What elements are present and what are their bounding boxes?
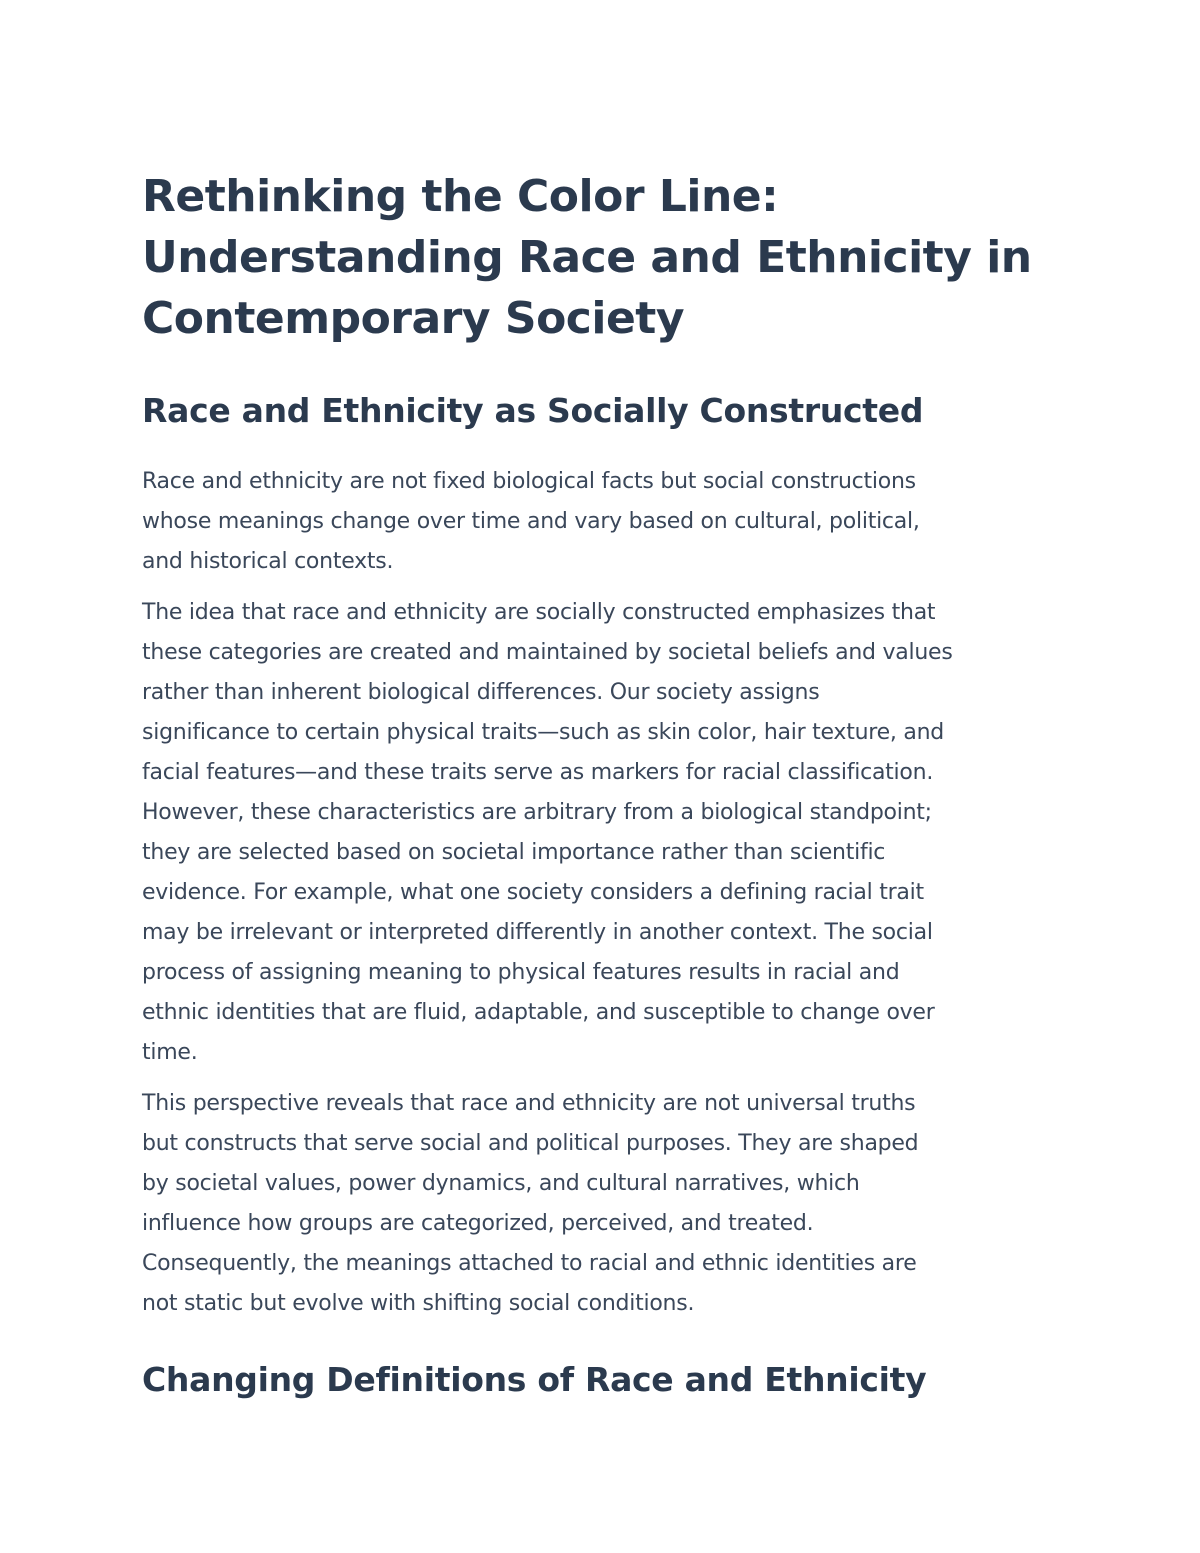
paragraph-intro <box>142 462 1072 582</box>
paragraph-line: facial features—and these traits serve as markers for racial classification. <box>142 760 934 785</box>
paragraph-line: not static but evolve with shifting social conditions. <box>142 1291 695 1316</box>
title-line: Understanding Race and Ethnicity in <box>142 232 1032 283</box>
document-title <box>142 166 1072 349</box>
paragraph-line: The idea that race and ethnicity are socially constructed emphasizes that <box>142 600 936 625</box>
paragraph-line: This perspective reveals that race and ethnicity are not universal truths <box>142 1091 916 1116</box>
paragraph-line: significance to certain physical traits—such as skin color, hair texture, and <box>142 720 944 745</box>
paragraph-line: but constructs that serve social and political purposes. They are shaped <box>142 1131 919 1156</box>
paragraph-line: evidence. For example, what one society considers a defining racial trait <box>142 880 924 905</box>
section-heading-socially-constructed: Race and Ethnicity as Socially Constructed <box>142 391 924 430</box>
section-heading-changing-definitions: Changing Definitions of Race and Ethnicity <box>142 1360 927 1399</box>
paragraph-perspective <box>142 1084 1072 1324</box>
paragraph-line: and historical contexts. <box>142 549 394 574</box>
title-line: Contemporary Society <box>142 293 685 344</box>
title-line: Rethinking the Color Line: <box>142 171 779 222</box>
paragraph-line: time. <box>142 1040 198 1065</box>
paragraph-line: whose meanings change over time and vary based on cultural, political, <box>142 509 920 534</box>
paragraph-line: rather than inherent biological differences. Our society assigns <box>142 680 820 705</box>
paragraph-line: process of assigning meaning to physical features results in racial and <box>142 960 900 985</box>
paragraph-line: Consequently, the meanings attached to racial and ethnic identities are <box>142 1251 917 1276</box>
paragraph-line: Race and ethnicity are not fixed biological facts but social constructions <box>142 469 916 494</box>
paragraph-line: by societal values, power dynamics, and cultural narratives, which <box>142 1171 860 1196</box>
paragraph-social-construction <box>142 593 1072 1073</box>
paragraph-line: influence how groups are categorized, perceived, and treated. <box>142 1211 814 1236</box>
document-page <box>142 166 1072 1402</box>
paragraph-line: ethnic identities that are fluid, adaptable, and susceptible to change over <box>142 1000 935 1025</box>
paragraph-line: However, these characteristics are arbitrary from a biological standpoint; <box>142 800 932 825</box>
paragraph-line: they are selected based on societal importance rather than scientific <box>142 840 886 865</box>
paragraph-line: may be irrelevant or interpreted differently in another context. The social <box>142 920 933 945</box>
paragraph-line: these categories are created and maintained by societal beliefs and values <box>142 640 953 665</box>
